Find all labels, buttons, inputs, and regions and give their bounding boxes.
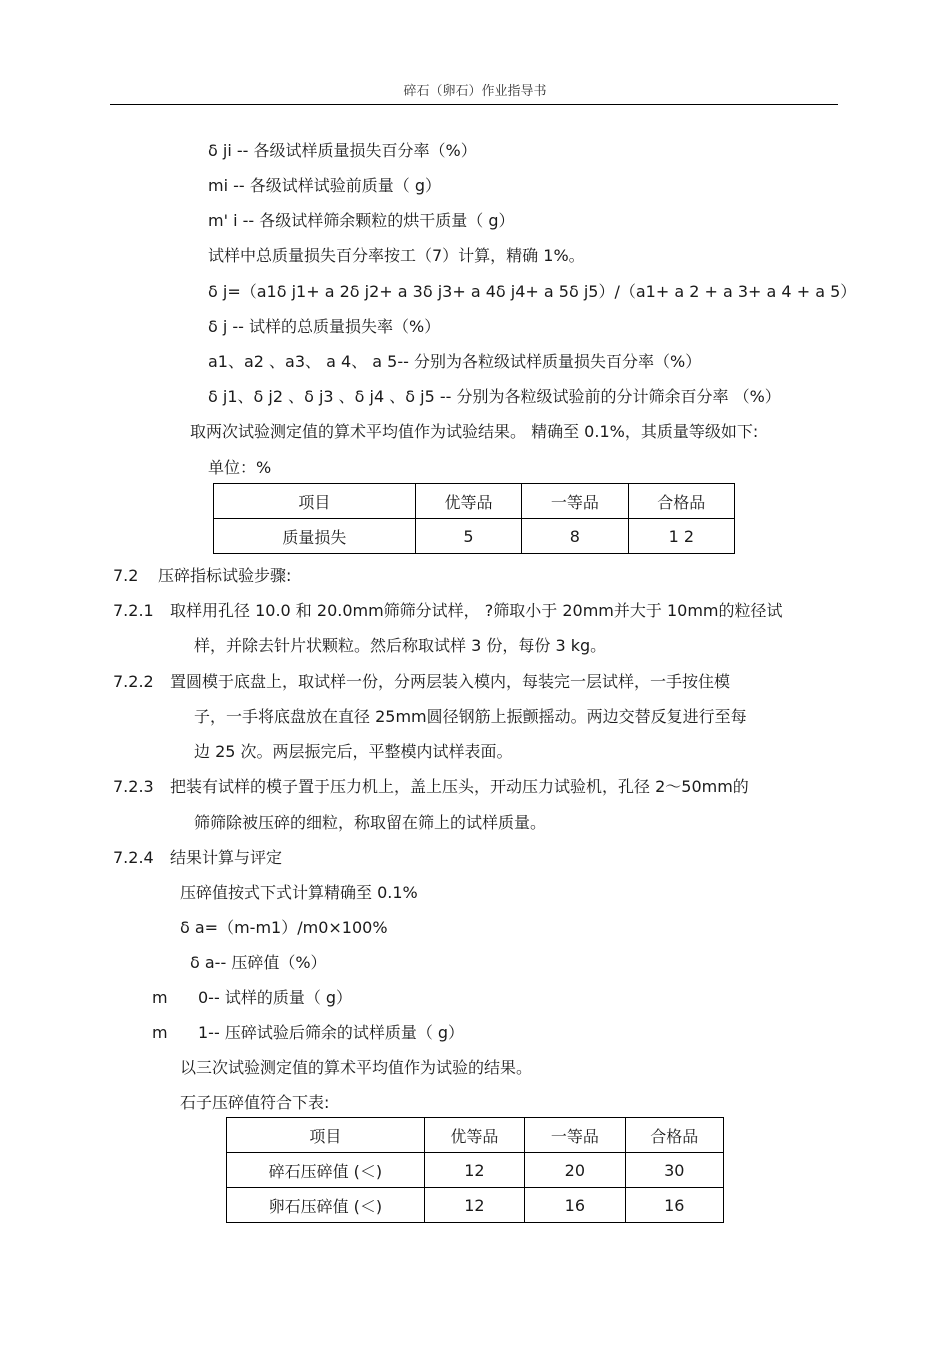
table-header-cell: 项目 xyxy=(227,1118,425,1153)
subsection-title: 结果计算与评定 xyxy=(170,848,283,867)
paragraph-line: 子，一手将底盘放在直径 25mm圆径钢筋上振颤摇动。两边交替反复进行至每 xyxy=(194,707,747,726)
table-header-cell: 合格品 xyxy=(625,1118,723,1153)
calc-formula: δ a=（m-m1）/m0×100% xyxy=(180,918,388,937)
formula-line-6: δ j -- 试样的总质量损失率（%） xyxy=(208,317,441,336)
formula-line-4: 试样中总质量损失百分率按工（7）计算，精确 1%。 xyxy=(208,246,585,265)
table-header-cell: 优等品 xyxy=(415,484,521,519)
paragraph-line: 取样用孔径 10.0 和 20.0mm筛筛分试样， ?筛取小于 20mm并大于 10mm的粒径试 xyxy=(170,601,783,620)
paragraph-line: 把装有试样的模子置于压力机上，盖上压头，开动压力试验机，孔径 2～50mm的 xyxy=(170,777,749,796)
paragraph-line: 筛筛除被压碎的细粒，称取留在筛上的试样质量。 xyxy=(194,813,547,832)
table-header-row xyxy=(214,484,735,519)
subsection-number: 7.2.2 xyxy=(113,672,154,691)
crush-value-table xyxy=(226,1117,724,1223)
formula-line-1: δ ji -- 各级试样质量损失百分率（%） xyxy=(208,141,477,160)
table-row xyxy=(214,519,735,554)
quality-loss-table xyxy=(213,483,735,554)
table-cell: 卵石压碎值 (＜) xyxy=(227,1188,425,1223)
calc-note: 以三次试验测定值的算术平均值作为试验的结果。 xyxy=(180,1058,533,1077)
formula-line-2: mi -- 各级试样试验前质量（ g） xyxy=(208,176,441,195)
table-cell: 8 xyxy=(522,519,628,554)
formula-line-9: 取两次试验测定值的算术平均值作为试验结果。 精确至 0.1%，其质量等级如下: xyxy=(190,422,759,441)
table-header-cell: 优等品 xyxy=(424,1118,524,1153)
paragraph-line: 置圆模于底盘上，取试样一份，分两层装入模内，每装完一层试样，一手按住模 xyxy=(170,672,731,691)
unit-label: 单位：% xyxy=(208,458,272,477)
section-number: 7.2 xyxy=(113,566,139,585)
table-cell: 5 xyxy=(415,519,521,554)
table-cell: 12 xyxy=(424,1153,524,1188)
table-cell: 1 2 xyxy=(628,519,734,554)
subsection-number: 7.2.1 xyxy=(113,601,154,620)
subsection-number: 7.2.4 xyxy=(113,848,154,867)
formula-line-8: δ j1、δ j2 、δ j3 、δ j4 、δ j5 -- 分别为各粒级试验前的分计筛余百分率 （%） xyxy=(208,387,781,406)
formula-line-3: m' i -- 各级试样筛余颗粒的烘干质量（ g） xyxy=(208,211,515,230)
table-header-cell: 项目 xyxy=(214,484,416,519)
calc-definition: 1-- 压碎试验后筛余的试样质量（ g） xyxy=(198,1023,465,1042)
table-header-cell: 一等品 xyxy=(525,1118,625,1153)
formula-line-5: δ j=（a1δ j1+ a 2δ j2+ a 3δ j3+ a 4δ j4+ a 5δ j5）/（a1+ a 2 + a 3+ a 4 + a 5） xyxy=(208,282,857,301)
calc-line: 压碎值按式下式计算精确至 0.1% xyxy=(180,883,418,902)
table-cell: 20 xyxy=(525,1153,625,1188)
table-cell: 质量损失 xyxy=(214,519,416,554)
header-divider xyxy=(110,104,838,105)
calc-definition: δ a-- 压碎值（%） xyxy=(190,953,327,972)
table-cell: 12 xyxy=(424,1188,524,1223)
table-cell: 碎石压碎值 (＜) xyxy=(227,1153,425,1188)
paragraph-line: 边 25 次。两层振完后，平整模内试样表面。 xyxy=(194,742,513,761)
subsection-number: 7.2.3 xyxy=(113,777,154,796)
paragraph-line: 样，并除去针片状颗粒。然后称取试样 3 份，每份 3 kg。 xyxy=(194,636,607,655)
calc-definition: 0-- 试样的质量（ g） xyxy=(198,988,353,1007)
table-header-cell: 合格品 xyxy=(628,484,734,519)
table-row xyxy=(227,1188,724,1223)
page-header-title: 碎石（卵石）作业指导书 xyxy=(403,84,547,99)
calc-symbol: m xyxy=(152,1023,168,1042)
table-row xyxy=(227,1153,724,1188)
table-cell: 16 xyxy=(625,1188,723,1223)
table-header-cell: 一等品 xyxy=(522,484,628,519)
calc-symbol: m xyxy=(152,988,168,1007)
table-caption: 石子压碎值符合下表: xyxy=(180,1093,330,1112)
table-header-row xyxy=(227,1118,724,1153)
table-cell: 30 xyxy=(625,1153,723,1188)
formula-line-7: a1、a2 、a3、 a 4、 a 5-- 分别为各粒级试样质量损失百分率（%） xyxy=(208,352,702,371)
table-cell: 16 xyxy=(525,1188,625,1223)
section-title: 压碎指标试验步骤: xyxy=(158,566,292,585)
